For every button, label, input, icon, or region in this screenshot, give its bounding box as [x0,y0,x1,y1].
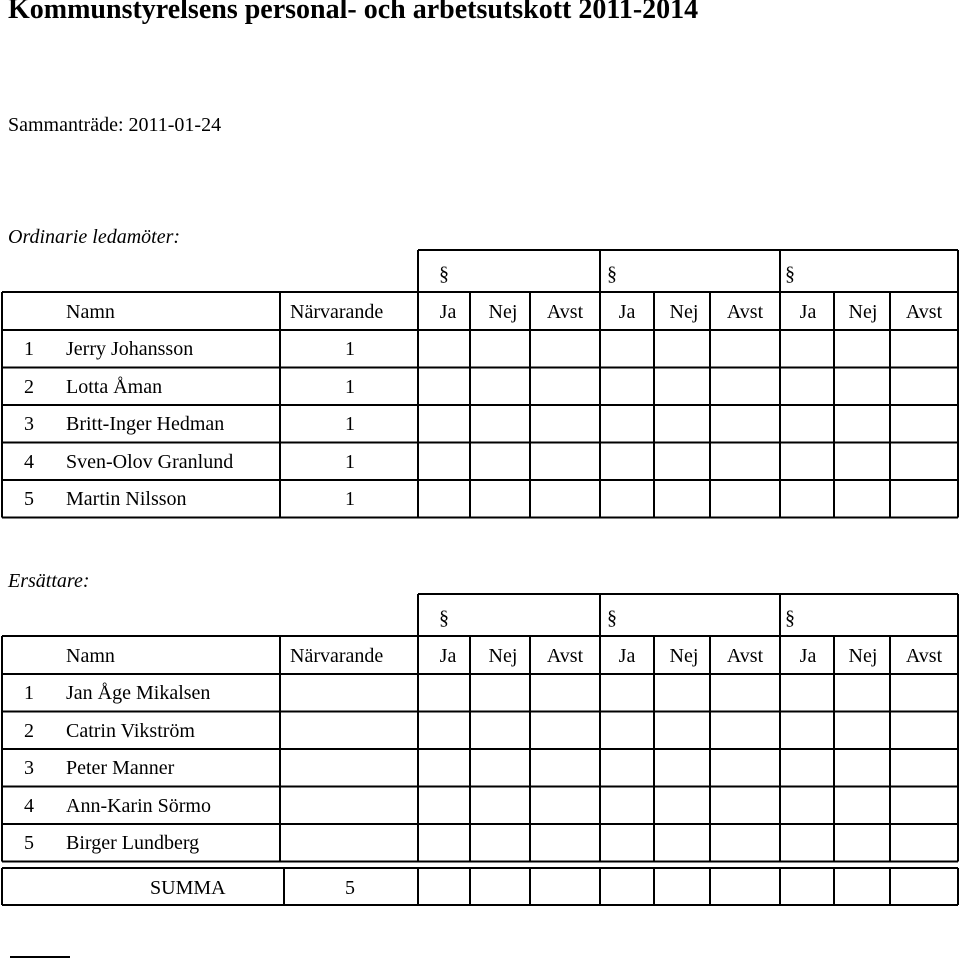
member-name: Jan Åge Mikalsen [66,682,211,704]
member-present: 1 [345,413,355,435]
meeting-date: Sammanträde: 2011-01-24 [8,114,222,136]
ersattare-header-nej: Nej [669,645,699,667]
paragraph-mark: § [785,607,795,629]
ersattare-header-avst: Avst [726,645,764,667]
paragraph-mark: § [439,607,449,629]
ersattare-label: Ersättare: [8,570,90,592]
member-name: Catrin Vikström [66,719,195,742]
member-number: 4 [24,450,34,473]
member-number: 2 [24,375,34,398]
paragraph-mark: § [607,607,617,629]
ordinarie-header-avst: Avst [726,301,764,323]
ordinarie-header-ja: Ja [439,301,457,323]
ordinarie-header-nej: Nej [669,301,699,323]
paragraph-mark: § [785,263,795,285]
member-name: Peter Manner [66,757,175,779]
summa-label: SUMMA [150,877,226,899]
signature-line [10,956,70,958]
summa-value: 5 [345,877,355,899]
member-name: Birger Lundberg [66,832,200,854]
ordinarie-header-ja: Ja [618,301,636,323]
member-number: 1 [24,682,34,704]
ersattare-header-nej: Nej [848,645,878,667]
member-present: 1 [345,450,355,473]
member-name: Jerry Johansson [66,338,194,360]
ordinarie-header-nej: Nej [488,301,518,323]
ersattare-header-nej: Nej [488,645,518,667]
member-name: Martin Nilsson [66,488,187,510]
member-number: 3 [24,413,34,435]
ordinarie-header-avst: Avst [905,301,943,323]
ordinarie-header-nej: Nej [848,301,878,323]
ersattare-header-present: Närvarande [290,645,384,667]
ersattare-header-avst: Avst [905,645,943,667]
paragraph-mark: § [607,263,617,285]
ordinarie-header-avst: Avst [546,301,584,323]
member-number: 3 [24,757,34,779]
ersattare-header-ja: Ja [439,645,457,667]
member-present: 1 [345,338,355,360]
member-name: Sven-Olov Granlund [66,450,234,473]
document-title: Kommunstyrelsens personal- och arbetsutskott 2011-2014 [8,0,699,25]
member-number: 2 [24,719,34,742]
member-number: 5 [24,832,34,854]
member-name: Ann-Karin Sörmo [66,794,211,817]
ersattare-header-ja: Ja [618,645,636,667]
member-present: 1 [345,375,355,398]
member-number: 4 [24,794,34,817]
member-number: 5 [24,488,34,510]
ordinarie-header-ja: Ja [799,301,817,323]
paragraph-mark: § [439,263,449,285]
ordinarie-header-name: Namn [66,301,115,323]
ordinarie-label: Ordinarie ledamöter: [8,226,181,248]
ersattare-header-name: Namn [66,645,115,667]
ersattare-header-avst: Avst [546,645,584,667]
ordinarie-header-present: Närvarande [290,301,384,323]
ersattare-header-ja: Ja [799,645,817,667]
member-name: Lotta Åman [66,375,163,398]
member-present: 1 [345,488,355,510]
member-number: 1 [24,338,34,360]
member-name: Britt-Inger Hedman [66,413,225,435]
